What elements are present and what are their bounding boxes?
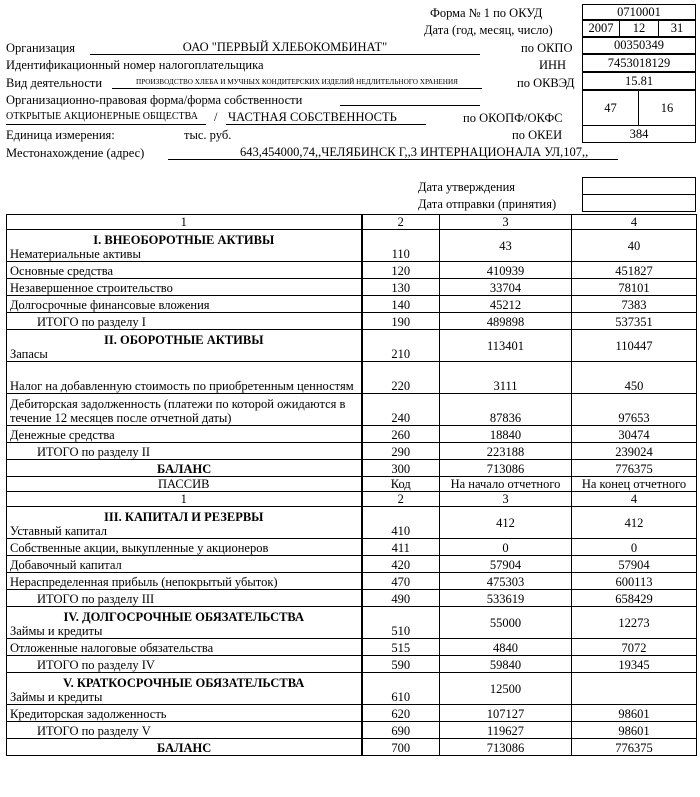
value-end: 776375: [572, 739, 697, 756]
liab-row-700: [7, 739, 697, 756]
row-label: ИТОГО по разделу V: [37, 724, 151, 738]
value-start: 0: [440, 539, 572, 556]
row-label: Долгосрочные финансовые вложения: [10, 298, 210, 312]
legal-slash: /: [214, 110, 218, 124]
value-end: 412: [572, 507, 697, 539]
row-name-cell: [7, 705, 362, 722]
approval-label: Дата утверждения: [418, 180, 516, 194]
value-end: 97653: [572, 394, 697, 426]
value-end: 19345: [572, 656, 697, 673]
liab-row-420: [7, 556, 697, 573]
value-end: 451827: [572, 262, 697, 279]
row-label: ИТОГО по разделу II: [37, 445, 151, 459]
row-code: 510: [362, 607, 440, 639]
value-start: 57904: [440, 556, 572, 573]
value-end: 57904: [572, 556, 697, 573]
row-label: Уставный капитал: [10, 524, 108, 538]
value-end: 600113: [572, 573, 697, 590]
row-label: Незавершенное строительство: [10, 281, 173, 295]
liab-row-620: [7, 705, 697, 722]
row-label: БАЛАНС: [157, 741, 212, 755]
asset-row-240: [7, 394, 697, 426]
value-end: 239024: [572, 443, 697, 460]
value-start: 713086: [440, 460, 572, 477]
form-label: Форма № 1 по ОКУД: [430, 6, 543, 20]
row-code: 210: [362, 330, 440, 362]
okopf-code: 47: [582, 90, 639, 126]
row-name-cell: [7, 362, 362, 394]
row-label: Основные средства: [10, 264, 114, 278]
row-code: 700: [362, 739, 440, 756]
okpo-label: по ОКПО: [521, 41, 573, 55]
section-title: II. ОБОРОТНЫЕ АКТИВЫ: [104, 333, 264, 347]
row-name-cell: [7, 230, 362, 262]
column-number-row: [7, 215, 697, 230]
section-title: I. ВНЕОБОРОТНЫЕ АКТИВЫ: [93, 233, 275, 247]
colnum-2: 2: [362, 215, 440, 230]
value-start: 3111: [440, 362, 572, 394]
asset-row-120: [7, 262, 697, 279]
legal-form: ОТКРЫТЫЕ АКЦИОНЕРНЫЕ ОБЩЕСТВА: [6, 111, 198, 122]
liab-row-490: [7, 590, 697, 607]
colnum-1: 1: [7, 215, 362, 230]
value-end: 537351: [572, 313, 697, 330]
asset-row-110: [7, 230, 697, 262]
value-end: [572, 673, 697, 705]
value-end: 12273: [572, 607, 697, 639]
okei-code: 384: [582, 125, 696, 143]
value-start: 45212: [440, 296, 572, 313]
colnum-1b: 1: [7, 492, 362, 507]
liab-row-410: [7, 507, 697, 539]
value-end: 7072: [572, 639, 697, 656]
value-start: 43: [440, 230, 572, 262]
row-code: 110: [362, 230, 440, 262]
section-title: V. КРАТКОСРОЧНЫЕ ОБЯЗАТЕЛЬСТВА: [63, 676, 305, 690]
section-title: IV. ДОЛГОСРОЧНЫЕ ОБЯЗАТЕЛЬСТВА: [63, 610, 305, 624]
liab-row-690: [7, 722, 697, 739]
value-end: 658429: [572, 590, 697, 607]
start-header: На начало отчетного: [440, 477, 572, 492]
row-code: 300: [362, 460, 440, 477]
row-code: 140: [362, 296, 440, 313]
row-code: 420: [362, 556, 440, 573]
okopf-label: по ОКОПФ/ОКФС: [463, 111, 563, 125]
row-label: Отложенные налоговые обязательства: [10, 641, 214, 655]
value-start: 475303: [440, 573, 572, 590]
sent-label: Дата отправки (принятия): [418, 197, 557, 211]
balance-table: [6, 214, 697, 756]
asset-row-300: [7, 460, 697, 477]
row-label: Нематериальные активы: [10, 247, 141, 261]
date-month: 12: [619, 20, 659, 37]
row-name-cell: [7, 722, 362, 739]
okud-code: 0710001: [582, 4, 696, 20]
value-start: 113401: [440, 330, 572, 362]
row-name-cell: [7, 656, 362, 673]
liab-row-590: [7, 656, 697, 673]
row-name-cell: [7, 394, 362, 426]
value-start: 55000: [440, 607, 572, 639]
row-name-cell: [7, 590, 362, 607]
row-name-cell: [7, 279, 362, 296]
inn-code: 7453018129: [582, 54, 696, 72]
row-code: 620: [362, 705, 440, 722]
ownership-underline: [226, 124, 426, 125]
org-label: Организация: [6, 41, 75, 55]
row-name-cell: [7, 639, 362, 656]
value-start: 59840: [440, 656, 572, 673]
row-label: Добавочный капитал: [10, 558, 122, 572]
row-code: 410: [362, 507, 440, 539]
row-label: Кредиторская задолженность: [10, 707, 167, 721]
okei-label: по ОКЕИ: [512, 128, 563, 142]
value-start: 18840: [440, 426, 572, 443]
colnum-2b: 2: [362, 492, 440, 507]
row-name-cell: [7, 296, 362, 313]
value-end: 98601: [572, 705, 697, 722]
row-label: Налог на добавленную стоимость по приобретенным ценностям: [10, 379, 354, 393]
okved-label: по ОКВЭД: [517, 76, 575, 90]
value-start: 410939: [440, 262, 572, 279]
row-label: Собственные акции, выкупленные у акционеров: [10, 541, 269, 555]
unit-label: Единица измерения:: [6, 128, 115, 142]
row-code: 130: [362, 279, 440, 296]
legal-form-underline-top: [340, 105, 480, 106]
date-label: Дата (год, месяц, число): [424, 23, 553, 37]
value-end: 98601: [572, 722, 697, 739]
row-code: 515: [362, 639, 440, 656]
okpo-code: 00350349: [582, 37, 696, 54]
asset-row-260: [7, 426, 697, 443]
row-name-cell: [7, 607, 362, 639]
value-end: 30474: [572, 426, 697, 443]
liab-row-470: [7, 573, 697, 590]
asset-row-290: [7, 443, 697, 460]
asset-row-190: [7, 313, 697, 330]
asset-row-140: [7, 296, 697, 313]
value-end: 7383: [572, 296, 697, 313]
liability-header-row: [7, 477, 697, 492]
asset-row-210: [7, 330, 697, 362]
row-name-cell: [7, 330, 362, 362]
row-code: 470: [362, 573, 440, 590]
okved-code: 15.81: [582, 72, 696, 90]
section-title: III. КАПИТАЛ И РЕЗЕРВЫ: [104, 510, 264, 524]
legal-form-label: Организационно-правовая форма/форма собственности: [6, 93, 303, 107]
colnum-4: 4: [572, 215, 697, 230]
row-code: 220: [362, 362, 440, 394]
inn-label: ИНН: [539, 58, 567, 72]
row-name-cell: [7, 426, 362, 443]
value-start: 223188: [440, 443, 572, 460]
value-end: 0: [572, 539, 697, 556]
asset-row-220: [7, 362, 697, 394]
liab-row-610: [7, 673, 697, 705]
inn-title: Идентификационный номер налогоплательщика: [6, 58, 264, 72]
row-code: 190: [362, 313, 440, 330]
value-start: 713086: [440, 739, 572, 756]
liab-row-510: [7, 607, 697, 639]
value-start: 107127: [440, 705, 572, 722]
value-end: 78101: [572, 279, 697, 296]
row-name-cell: [7, 673, 362, 705]
asset-section: [7, 215, 697, 477]
row-label: Дебиторская задолженность (платежи по которой ожидаются в течение 12 месяцев после отчетной даты): [10, 397, 346, 425]
org-name: ОАО "ПЕРВЫЙ ХЛЕБОКОМБИНАТ": [182, 40, 388, 54]
column-number-row-2: [7, 492, 697, 507]
value-start: 4840: [440, 639, 572, 656]
row-label: ИТОГО по разделу IV: [37, 658, 155, 672]
row-label: Займы и кредиты: [10, 624, 103, 638]
value-start: 533619: [440, 590, 572, 607]
row-name-cell: [7, 460, 362, 477]
row-label: БАЛАНС: [157, 462, 212, 476]
address-label: Местонахождение (адрес): [6, 146, 145, 160]
value-start: 489898: [440, 313, 572, 330]
end-header: На конец отчетного: [572, 477, 697, 492]
activity-underline: [112, 88, 482, 89]
row-name-cell: [7, 573, 362, 590]
value-start: 119627: [440, 722, 572, 739]
row-name-cell: [7, 507, 362, 539]
value-start: 87836: [440, 394, 572, 426]
row-label: Нераспределенная прибыль (непокрытый убыток): [10, 575, 278, 589]
row-label: ИТОГО по разделу I: [37, 315, 146, 329]
row-name-cell: [7, 739, 362, 756]
liab-row-515: [7, 639, 697, 656]
row-code: 260: [362, 426, 440, 443]
value-start: 12500: [440, 673, 572, 705]
row-name-cell: [7, 539, 362, 556]
asset-row-130: [7, 279, 697, 296]
value-end: 40: [572, 230, 697, 262]
row-label: Запасы: [10, 347, 48, 361]
row-label: ИТОГО по разделу III: [37, 592, 155, 606]
liability-title: ПАССИВ: [7, 477, 362, 492]
row-label: Денежные средства: [10, 428, 115, 442]
address-value: 643,454000,74,,ЧЕЛЯБИНСК Г,,3 ИНТЕРНАЦИОНАЛА УЛ,107,,: [240, 145, 589, 159]
legal-form-underline: [6, 124, 206, 125]
row-code: 411: [362, 539, 440, 556]
activity-label: Вид деятельности: [6, 76, 103, 90]
row-name-cell: [7, 313, 362, 330]
colnum-3: 3: [440, 215, 572, 230]
row-name-cell: [7, 556, 362, 573]
liability-section: [7, 507, 697, 756]
approval-box: [582, 177, 696, 195]
value-end: 110447: [572, 330, 697, 362]
colnum-3b: 3: [440, 492, 572, 507]
row-code: 610: [362, 673, 440, 705]
value-start: 412: [440, 507, 572, 539]
row-code: 290: [362, 443, 440, 460]
date-year: 2007: [582, 20, 620, 37]
value-start: 33704: [440, 279, 572, 296]
value-end: 450: [572, 362, 697, 394]
row-label: Займы и кредиты: [10, 690, 103, 704]
row-code: 690: [362, 722, 440, 739]
date-day: 31: [658, 20, 696, 37]
ownership: ЧАСТНАЯ СОБСТВЕННОСТЬ: [228, 110, 397, 124]
liability-header: [7, 477, 697, 507]
row-name-cell: [7, 262, 362, 279]
okfs-code: 16: [638, 90, 696, 126]
row-code: 120: [362, 262, 440, 279]
activity-text: ПРОИЗВОДСТВО ХЛЕБА И МУЧНЫХ КОНДИТЕРСКИХ ИЗДЕЛИЙ НЕДЛИТЕЛЬНОГО ХРАНЕНИЯ: [136, 78, 458, 86]
colnum-4b: 4: [572, 492, 697, 507]
row-code: 590: [362, 656, 440, 673]
liab-row-411: [7, 539, 697, 556]
code-header: Код: [362, 477, 440, 492]
row-code: 490: [362, 590, 440, 607]
row-name-cell: [7, 443, 362, 460]
value-end: 776375: [572, 460, 697, 477]
sent-box: [582, 194, 696, 212]
unit-value: тыс. руб.: [184, 128, 232, 142]
row-code: 240: [362, 394, 440, 426]
